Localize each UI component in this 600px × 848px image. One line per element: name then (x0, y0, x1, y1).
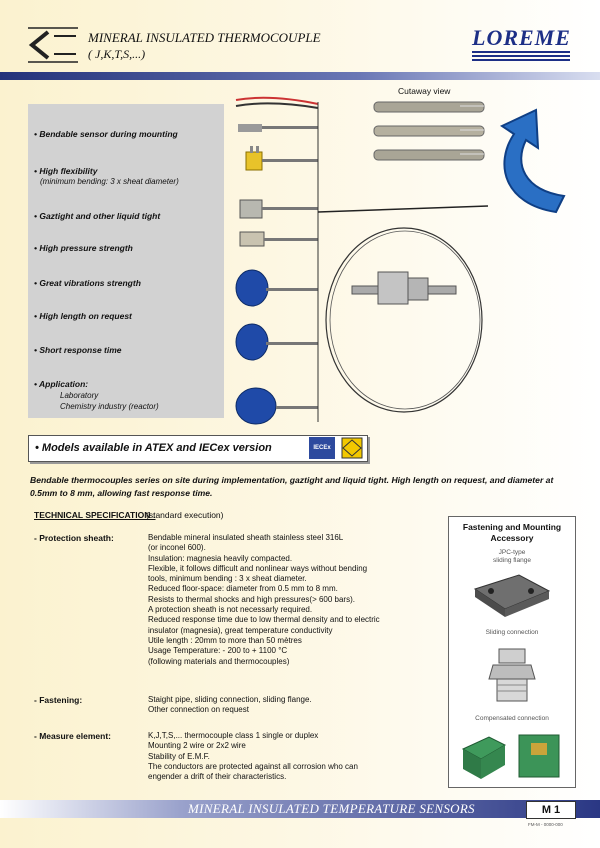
feature-item: • High length on request (34, 311, 132, 321)
accessory-caption: Compensated connection (475, 715, 549, 722)
cutaway-label: Cutaway view (398, 86, 451, 96)
spec-line: Flexible, it follows difficult and nonlinear ways without bending (148, 563, 368, 573)
accessory-caption: Sliding connection (485, 629, 539, 636)
miniature-connector-image (246, 146, 318, 170)
intro-paragraph: Bendable thermocouples series on site during implementation, gaztight and liquid tight. High length on request, and diameter at 0.5mm to 8 mm, allowing fast response time. (30, 475, 554, 498)
header-divider-bar (0, 72, 600, 80)
feature-subtext: Laboratory (60, 391, 99, 400)
ex-hazard-icon (341, 437, 363, 459)
compensated-connector-image (459, 729, 567, 781)
feature-subtext: (minimum bending: 3 x sheat diameter) (40, 177, 179, 186)
spec-line: Mounting 2 wire or 2x2 wire (148, 741, 246, 751)
feature-item: • High pressure strength (34, 243, 133, 253)
spec-line: Utile length : 20mm to more than 50 mètres (148, 635, 302, 645)
spec-line: Stability of E.M.F. (148, 751, 210, 761)
sliding-flange-image (469, 569, 555, 621)
spec-line: Insulation: magnesia heavily compacted. (148, 553, 293, 563)
document-reference: FM-M - 0000-000 (528, 822, 563, 827)
spec-line: tools, minimum bending : 3 x sheat diameter. (148, 574, 307, 584)
connection-head-image (236, 270, 318, 306)
feature-item: • Application: (34, 379, 89, 389)
spec-text-measure (148, 731, 448, 782)
spec-line: Reduced floor-space: diameter from 0.5 mm to 8 mm. (148, 584, 338, 594)
cutaway-images (370, 98, 490, 168)
spec-label-measure: - Measure element: (34, 731, 111, 741)
page-title: MINERAL INSULATED THERMOCOUPLE (88, 30, 321, 45)
feature-panel (28, 104, 224, 418)
spec-line: engender a drift of their characteristics. (148, 772, 287, 782)
spec-text-protection (148, 533, 448, 667)
spec-line: Bendable mineral insulated sheath stainless steel 316L (148, 533, 344, 542)
feature-item: • Bendable sensor during mounting (34, 129, 178, 139)
spec-line: The conductors are protected against all corrosion who can (148, 761, 358, 771)
header-logo-mark (26, 26, 80, 64)
sliding-connection-image (479, 645, 545, 711)
spec-line: K,J,T,S,... thermocouple class 1 single or duplex (148, 731, 319, 740)
coiled-cable-image (318, 200, 494, 432)
bend-arrow-icon (494, 104, 576, 216)
connection-head-image (236, 388, 318, 424)
accessory-title (449, 522, 575, 544)
spec-line: Usage Temperature: - 200 to + 1100 °C (148, 646, 288, 656)
threaded-fitting-image (240, 232, 318, 246)
product-images (230, 92, 320, 432)
wire-leads-image (236, 98, 318, 108)
compression-fitting-image (240, 200, 318, 218)
feature-item: • High flexibility (34, 166, 98, 176)
spec-line: Resists to thermal shocks and high pressures(> 600 bars). (148, 594, 355, 604)
spec-line: (or inconel 600). (148, 543, 206, 553)
spec-line: Other connection on request (148, 705, 249, 715)
iecex-badge: IECEx (309, 437, 335, 459)
spec-line: Staight pipe, sliding connection, sliding flange. (148, 695, 312, 704)
connection-head-image (236, 324, 318, 360)
footer-title: MINERAL INSULATED TEMPERATURE SENSORS (188, 801, 475, 816)
accessory-caption: JPC-type (498, 549, 526, 556)
plain-sheath-image (238, 124, 318, 132)
atex-banner (28, 435, 368, 462)
atex-text: • Models available in ATEX and IECex version (35, 442, 272, 454)
spec-label-fastening: - Fastening: (34, 695, 83, 705)
accessory-caption: sliding flange (493, 557, 531, 564)
brand-underline (472, 51, 570, 61)
accessory-title-line: Accessory (490, 533, 534, 543)
spec-note: (standard execution) (146, 510, 224, 520)
feature-subtext: Chemistry industry (reactor) (60, 402, 159, 411)
feature-item: • Short response time (34, 345, 122, 355)
feature-item: • Gaztight and other liquid tight (34, 211, 161, 221)
brand-logo: LOREME (472, 25, 571, 50)
spec-label-protection: - Protection sheath: (34, 533, 114, 543)
accessory-title-line: Fastening and Mounting (462, 522, 562, 532)
spec-line: Reduced response time due to low thermal density and to electric (148, 615, 380, 625)
page-subtitle: ( J,K,T,S,...) (88, 47, 146, 61)
spec-line: A protection sheath is not necessarly required. (148, 605, 313, 615)
spec-line: (following materials and thermocouples) (148, 656, 290, 666)
spec-heading: TECHNICAL SPECIFICATION : (34, 510, 156, 520)
spec-line: insulator (magnesia), great temperature conductivity (148, 625, 333, 635)
feature-item: • Great vibrations strength (34, 278, 141, 288)
page-number: M 1 (526, 801, 576, 819)
accessory-box (448, 516, 576, 788)
spec-text-fastening (148, 695, 448, 716)
